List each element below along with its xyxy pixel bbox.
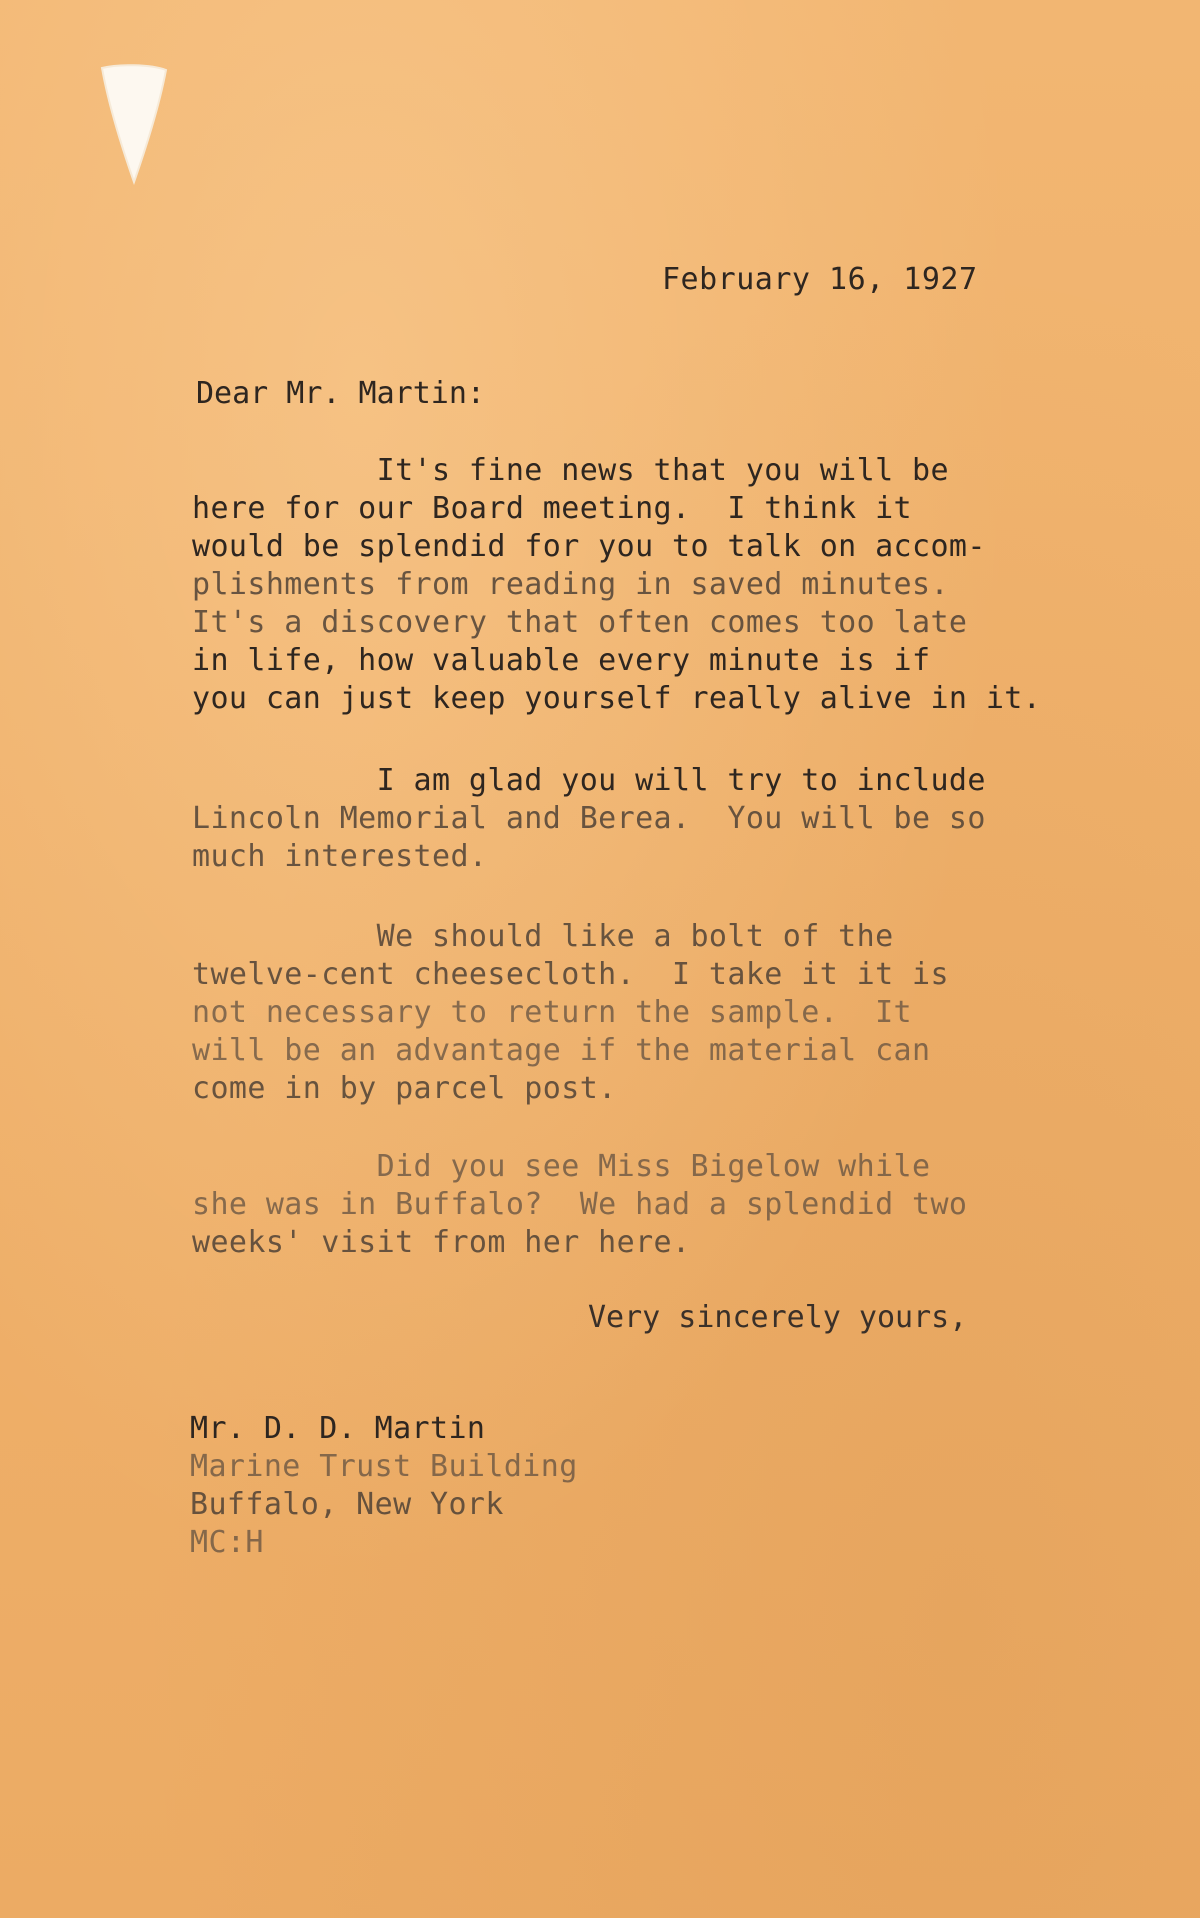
text-line: come in by parcel post. <box>192 1071 617 1106</box>
text-line: you can just keep yourself really alive in it. <box>192 681 1042 716</box>
letter-paragraph-1 <box>192 452 1041 718</box>
letter-paragraph-2 <box>192 762 986 876</box>
text-line: plishments from reading in saved minutes. <box>192 567 949 602</box>
address-line: Marine Trust Building <box>190 1449 578 1484</box>
text-line: would be splendid for you to talk on accom- <box>192 529 986 564</box>
text-line: twelve-cent cheesecloth. I take it it is <box>192 957 949 992</box>
text-line: will be an advantage if the material can <box>192 1033 931 1068</box>
text-line: I am glad you will try to include <box>192 763 986 798</box>
text-line: We should like a bolt of the <box>192 919 894 954</box>
punch-hole-mark <box>98 62 170 186</box>
address-line: Buffalo, New York <box>190 1487 504 1522</box>
letter-closing: Very sincerely yours, <box>588 1300 968 1335</box>
address-line: Mr. D. D. Martin <box>190 1411 486 1446</box>
text-line: much interested. <box>192 839 488 874</box>
text-line: she was in Buffalo? We had a splendid two <box>192 1187 968 1222</box>
typist-initials: MC:H <box>190 1525 264 1560</box>
recipient-address <box>190 1410 578 1562</box>
text-line: in life, how valuable every minute is if <box>192 643 931 678</box>
text-line: not necessary to return the sample. It <box>192 995 912 1030</box>
letter-paragraph-4 <box>192 1148 967 1262</box>
text-line: here for our Board meeting. I think it <box>192 491 912 526</box>
letter-date: February 16, 1927 <box>662 262 978 297</box>
text-line: It's a discovery that often comes too late <box>192 605 968 640</box>
text-line: Did you see Miss Bigelow while <box>192 1149 931 1184</box>
text-line: It's fine news that you will be <box>192 453 949 488</box>
letter-salutation: Dear Mr. Martin: <box>196 376 485 411</box>
letter-paragraph-3 <box>192 918 949 1108</box>
text-line: Lincoln Memorial and Berea. You will be so <box>192 801 986 836</box>
text-line: weeks' visit from her here. <box>192 1225 691 1260</box>
